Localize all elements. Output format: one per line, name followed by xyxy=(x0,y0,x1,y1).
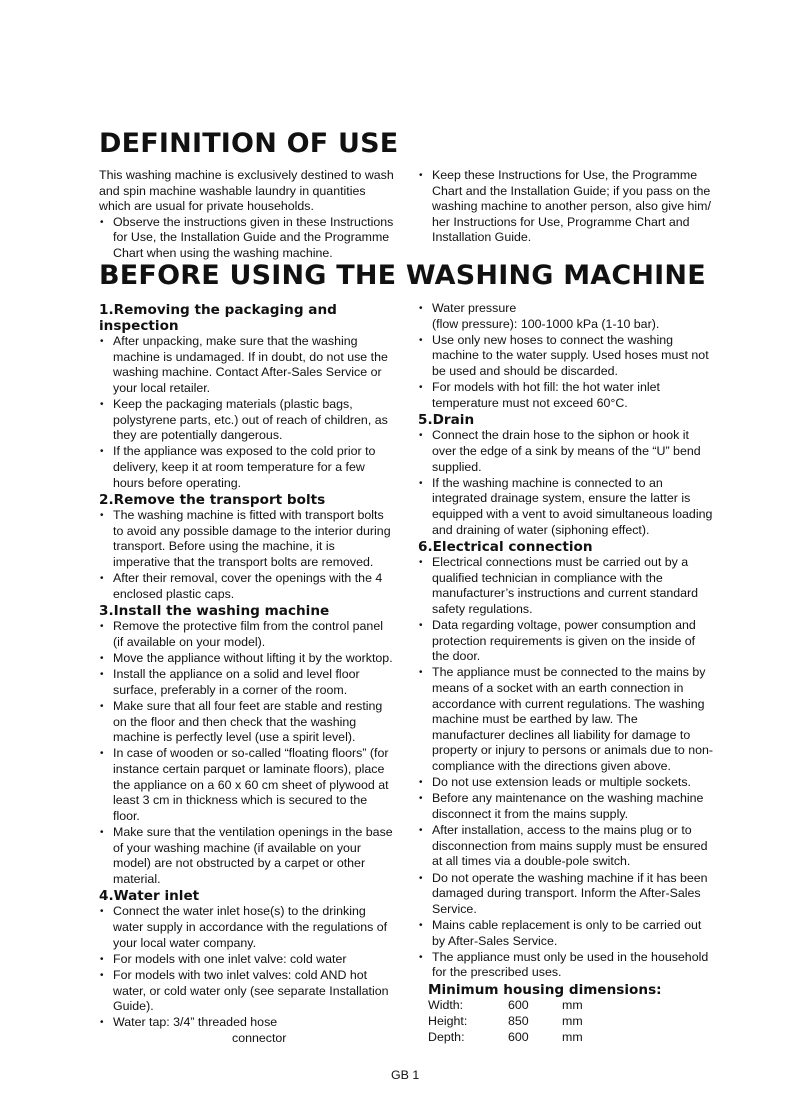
dimension-label: Height: xyxy=(428,1013,468,1028)
definition-right-list xyxy=(418,168,714,246)
list-item: • The washing machine is fitted with transport bolts to avoid any possible damage to the interior during transport. Before using the machine, it is imperative that the transport bolts are removed. xyxy=(99,508,395,570)
list-item: • Before any maintenance on the washing machine disconnect it from the mains supply. xyxy=(418,791,714,822)
dimension-unit: mm xyxy=(562,997,583,1012)
definition-left-list xyxy=(99,215,395,262)
before-using-title: BEFORE USING THE WASHING MACHINE xyxy=(99,260,706,291)
list-item: • Keep these Instructions for Use, the Programme Chart and the Installation Guide; if you pass on the washing machine to another person, also give him/ her Instructions for Use, Programme Chart and Installation Guide. xyxy=(418,168,714,246)
list-item: • Make sure that all four feet are stable and resting on the floor and then check that the washing machine is perfectly level (use a spirit level). xyxy=(99,699,395,746)
list-item: • After unpacking, make sure that the washing machine is undamaged. If in doubt, do not use the washing machine. Contact After-Sales Service or your local retailer. xyxy=(99,334,395,396)
dimension-value: 600 xyxy=(508,997,529,1012)
list-item: • Keep the packaging materials (plastic bags, polystyrene parts, etc.) out of reach of children, as they are potentially dangerous. xyxy=(99,397,395,444)
water-pressure-value: (flow pressure): 100-1000 kPa (1-10 bar). xyxy=(432,316,660,331)
list-item: • Connect the water inlet hose(s) to the drinking water supply in accordance with the regulations of your local water company. xyxy=(99,904,395,951)
drain-list xyxy=(418,428,714,538)
section-heading-drain: 5.Drain xyxy=(418,412,475,429)
list-item: • After installation, access to the mains plug or to disconnection from mains supply must be ensured at all times via a double-pole switch. xyxy=(418,823,714,870)
water-tap-text: • Water tap: 3/4” threaded hose xyxy=(113,1015,278,1030)
water-pressure-item xyxy=(418,301,714,332)
water-tap-item xyxy=(99,1015,395,1046)
dimension-unit: mm xyxy=(562,1029,583,1044)
list-item: • If the appliance was exposed to the cold prior to delivery, keep it at room temperature for a few hours before operating. xyxy=(99,444,395,491)
list-item: • For models with one inlet valve: cold water xyxy=(99,952,395,968)
list-item: • If the washing machine is connected to an integrated drainage system, ensure the latter is equipped with a vent to avoid simultaneous loading and draining of water (siphoning effect). xyxy=(418,476,714,538)
definition-title: DEFINITION OF USE xyxy=(99,128,399,159)
dimension-label: Width: xyxy=(428,997,464,1012)
definition-intro: This washing machine is exclusively destined to wash and spin machine washable laundry in quantities which are usual for private households. xyxy=(99,168,394,214)
dimension-row xyxy=(428,1029,714,1045)
install-list xyxy=(99,619,395,887)
packaging-list xyxy=(99,334,395,491)
water-tap-continuation: connector xyxy=(232,1030,287,1045)
section-heading-install: 3.Install the washing machine xyxy=(99,603,330,620)
section-heading-water-inlet: 4.Water inlet xyxy=(99,888,200,905)
dimension-value: 850 xyxy=(508,1013,529,1028)
dimension-unit: mm xyxy=(562,1013,583,1028)
list-item: • Connect the drain hose to the siphon or hook it over the edge of a sink by means of the “U” bend supplied. xyxy=(418,428,714,475)
section-heading-electrical: 6.Electrical connection xyxy=(418,539,593,556)
list-item: • For models with hot fill: the hot water inlet temperature must not exceed 60°C. xyxy=(418,380,714,411)
housing-dimensions xyxy=(428,983,714,1045)
list-item: • Mains cable replacement is only to be carried out by After-Sales Service. xyxy=(418,918,714,949)
section-heading-transport-bolts: 2.Remove the transport bolts xyxy=(99,492,326,509)
list-item: • After their removal, cover the openings with the 4 enclosed plastic caps. xyxy=(99,571,395,602)
list-item: • The appliance must be connected to the mains by means of a socket with an earth connection in accordance with current regulations. The washing machine must be earthed by law. The manufacturer declines all liability for damage to property or injury to persons or animals due to non-compliance with the directions given above. xyxy=(418,665,714,774)
electrical-list xyxy=(418,555,714,981)
page-number: GB 1 xyxy=(391,1068,420,1082)
list-item: • In case of wooden or so-called “floating floors” (for instance certain parquet or laminate floors), place the appliance on a 60 x 60 cm sheet of plywood at least 3 cm in thickness which is secured to the floor. xyxy=(99,746,395,824)
list-item: • The appliance must only be used in the household for the prescribed uses. xyxy=(418,950,714,981)
list-item: • Observe the instructions given in these Instructions for Use, the Installation Guide and the Programme Chart when using the washing machine. xyxy=(99,215,395,262)
water-inlet-continued-list xyxy=(418,301,714,411)
transport-bolts-list xyxy=(99,508,395,602)
water-pressure-label: • Water pressure xyxy=(432,301,517,315)
list-item: • Install the appliance on a solid and level floor surface, preferably in a corner of the room. xyxy=(99,667,395,698)
definition-left-column xyxy=(99,168,395,262)
definition-right-column xyxy=(418,168,714,247)
dimension-label: Depth: xyxy=(428,1029,465,1044)
before-right-column xyxy=(418,301,714,1045)
housing-dimensions-title: Minimum housing dimensions: xyxy=(428,981,662,998)
list-item: • Use only new hoses to connect the washing machine to the water supply. Used hoses must not be used and should be discarded. xyxy=(418,333,714,380)
list-item: • Data regarding voltage, power consumption and protection requirements is given on the inside of the door. xyxy=(418,618,714,665)
water-inlet-list xyxy=(99,904,395,1046)
list-item: • Do not operate the washing machine if it has been damaged during transport. Inform the After-Sales Service. xyxy=(418,871,714,918)
dimension-row xyxy=(428,997,714,1013)
list-item: • Move the appliance without lifting it by the worktop. xyxy=(99,651,395,667)
list-item: • Make sure that the ventilation openings in the base of your washing machine (if available on your model) are not obstructed by a carpet or other material. xyxy=(99,825,395,887)
before-left-column xyxy=(99,301,395,1047)
dimension-row xyxy=(428,1013,714,1029)
list-item: • Do not use extension leads or multiple sockets. xyxy=(418,775,714,791)
list-item: • Electrical connections must be carried out by a qualified technician in compliance with the manufacturer’s instructions and current standard safety regulations. xyxy=(418,555,714,617)
section-heading-packaging: 1.Removing the packaging and inspection xyxy=(99,302,337,334)
dimension-value: 600 xyxy=(508,1029,529,1044)
list-item: • For models with two inlet valves: cold AND hot water, or cold water only (see separate Installation Guide). xyxy=(99,968,395,1015)
list-item: • Remove the protective film from the control panel (if available on your model). xyxy=(99,619,395,650)
